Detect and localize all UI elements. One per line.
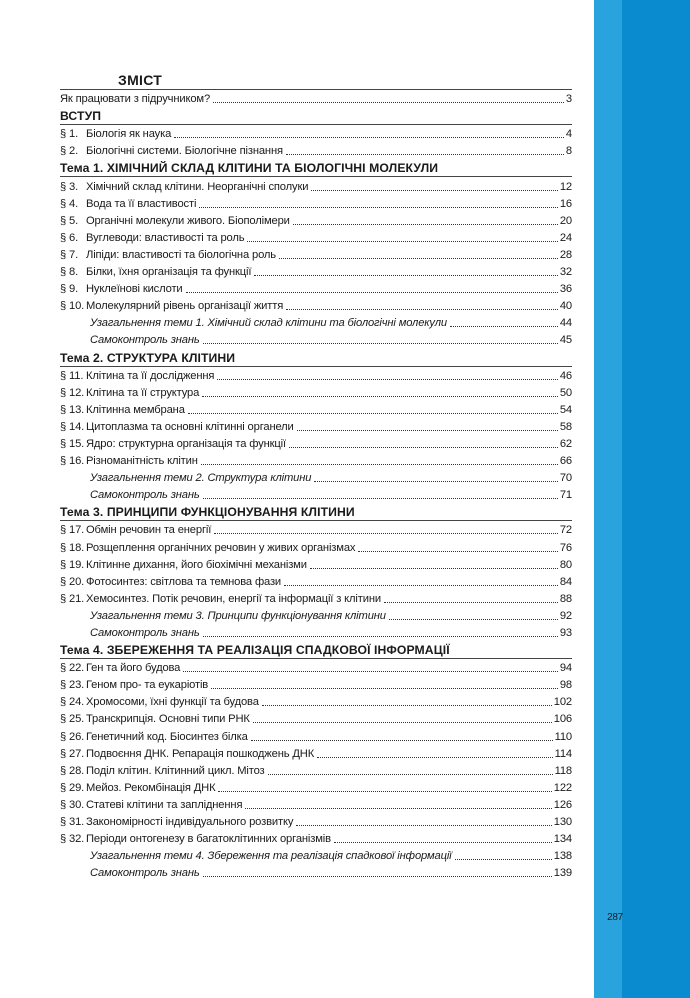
toc-leader-dots bbox=[174, 137, 564, 138]
toc-entry-number: § 26. bbox=[60, 730, 85, 743]
toc-entry[interactable] bbox=[60, 521, 572, 538]
toc-page-number: 71 bbox=[559, 489, 572, 502]
toc-entry-title bbox=[90, 315, 447, 331]
toc-leader-dots bbox=[202, 396, 558, 397]
toc-entry[interactable] bbox=[60, 229, 572, 246]
toc-leader-dots bbox=[203, 636, 558, 637]
toc-entry[interactable] bbox=[60, 573, 572, 590]
toc-page-number: 106 bbox=[553, 713, 572, 726]
toc-entry-text: Хімічний склад клітини. Неорганічні сполуки bbox=[86, 180, 309, 193]
toc-leader-dots bbox=[289, 447, 558, 448]
toc-page-number: 139 bbox=[553, 867, 572, 880]
toc-page-number: 134 bbox=[553, 833, 572, 846]
toc-entry-title bbox=[60, 660, 180, 676]
toc-entry-number: § 23. bbox=[60, 679, 85, 692]
toc-entry[interactable] bbox=[60, 177, 572, 194]
toc-entry-number: § 17. bbox=[60, 524, 85, 537]
toc-entry-title bbox=[60, 711, 250, 727]
toc-entry-title bbox=[60, 91, 210, 107]
toc-leader-dots bbox=[201, 464, 558, 465]
toc-entry-title bbox=[60, 780, 215, 796]
toc-entry-text: Фотосинтез: світлова та темнова фази bbox=[86, 575, 282, 588]
toc-entry-number: § 21. bbox=[60, 592, 85, 605]
toc-entry[interactable] bbox=[60, 280, 572, 297]
toc-entry-title bbox=[60, 298, 283, 314]
toc-entry[interactable] bbox=[60, 659, 572, 676]
toc-entry-text: Узагальнення теми 4. Збереження та реалізація спадкової інформації bbox=[90, 850, 452, 863]
toc-entry[interactable] bbox=[60, 195, 572, 212]
toc-leader-dots bbox=[279, 258, 558, 259]
toc-page-number: 130 bbox=[553, 816, 572, 829]
toc-entry-text: Узагальнення теми 3. Принципи функціонування клітини bbox=[90, 609, 386, 622]
page-number: 287 bbox=[607, 912, 623, 923]
toc-entry-text: Вода та її властивості bbox=[86, 197, 197, 210]
toc-entry-title bbox=[60, 264, 251, 280]
toc-entry-title bbox=[90, 848, 452, 864]
toc-entry-title bbox=[60, 281, 183, 297]
toc-leader-dots bbox=[286, 309, 558, 310]
toc-entry-text: Органічні молекули живого. Біополімери bbox=[86, 214, 290, 227]
toc-entry-number: § 11. bbox=[60, 369, 84, 382]
toc-entry-text: Закономірності індивідуального розвитку bbox=[86, 816, 294, 829]
toc-entry-text: Подвоєння ДНК. Репарація пошкоджень ДНК bbox=[86, 747, 315, 760]
toc-entry-text: Нуклеїнові кислоти bbox=[86, 283, 183, 296]
toc-entry-number: § 18. bbox=[60, 541, 85, 554]
toc-entry-text: Клітина та її структура bbox=[86, 386, 200, 399]
toc-entry-text: Цитоплазма та основні клітинні органели bbox=[86, 420, 294, 433]
toc-summary-entry[interactable] bbox=[60, 314, 572, 331]
toc-page-number: 118 bbox=[554, 764, 572, 777]
toc-leader-dots bbox=[296, 825, 552, 826]
toc-page-number: 94 bbox=[559, 662, 572, 675]
toc-entry[interactable] bbox=[60, 813, 572, 830]
toc-entry-title bbox=[60, 677, 208, 693]
toc-summary-entry[interactable] bbox=[60, 331, 572, 348]
toc-entry[interactable] bbox=[60, 676, 572, 693]
toc-page-number: 45 bbox=[559, 334, 572, 347]
toc-entry[interactable] bbox=[60, 745, 572, 762]
toc-leader-dots bbox=[247, 241, 557, 242]
toc-summary-entry[interactable] bbox=[60, 864, 572, 881]
toc-entry-number: § 1. bbox=[60, 128, 79, 141]
toc-entry[interactable] bbox=[60, 401, 572, 418]
toc-entry-number: § 19. bbox=[60, 558, 85, 571]
toc-entry-number: § 31. bbox=[60, 816, 85, 829]
toc-page-number: 44 bbox=[559, 317, 572, 330]
toc-entry-number: § 4. bbox=[60, 197, 79, 210]
toc-leader-dots bbox=[297, 430, 558, 431]
toc-title: ЗМІСТ bbox=[60, 71, 572, 90]
toc-leader-dots bbox=[211, 688, 558, 689]
toc-entry-text: Біологія як наука bbox=[86, 128, 172, 141]
toc-leader-dots bbox=[268, 774, 553, 775]
toc-page-number: 12 bbox=[559, 180, 572, 193]
toc-entry-text: Самоконтроль знань bbox=[90, 867, 200, 880]
toc-page-number: 76 bbox=[559, 541, 572, 554]
toc-entry-number: § 25. bbox=[60, 713, 85, 726]
toc-topic-heading[interactable] bbox=[60, 348, 572, 366]
toc-entry[interactable] bbox=[60, 796, 572, 813]
toc-entry[interactable] bbox=[60, 779, 572, 796]
toc-leader-dots bbox=[310, 568, 558, 569]
toc-entry-text: Хемосинтез. Потік речовин, енергії та інформації з клітини bbox=[86, 592, 381, 605]
toc-entry-title bbox=[60, 814, 293, 830]
toc-entry-title bbox=[60, 540, 355, 556]
toc-leader-dots bbox=[214, 533, 558, 534]
toc-entry-text: Обмін речовин та енергії bbox=[86, 524, 212, 537]
toc-page-number: 98 bbox=[559, 679, 572, 692]
toc-entry-title bbox=[90, 625, 200, 641]
toc-entry-text: Статеві клітини та запліднення bbox=[86, 798, 243, 811]
toc-leader-dots bbox=[262, 705, 552, 706]
toc-entry-title bbox=[60, 247, 276, 263]
toc-leader-dots bbox=[183, 671, 558, 672]
toc-entry-text: Молекулярний рівень організації життя bbox=[86, 300, 284, 313]
toc-entry-title bbox=[60, 126, 171, 142]
toc-entry-number: § 16. bbox=[60, 455, 85, 468]
toc-entry[interactable] bbox=[60, 710, 572, 727]
toc-leader-dots bbox=[450, 326, 558, 327]
toc-leader-dots bbox=[188, 413, 558, 414]
toc-leader-dots bbox=[314, 481, 558, 482]
toc-page-number: 62 bbox=[559, 437, 572, 450]
toc-leader-dots bbox=[217, 379, 558, 380]
toc-entry[interactable] bbox=[60, 384, 572, 401]
toc-entry-number: § 27. bbox=[60, 747, 85, 760]
toc-entry[interactable] bbox=[60, 538, 572, 555]
toc-leader-dots bbox=[213, 102, 564, 103]
toc-page-number: 36 bbox=[559, 283, 572, 296]
toc-page-number: 84 bbox=[559, 575, 572, 588]
toc-entry-title bbox=[60, 196, 196, 212]
toc-entry-text: Клітинна мембрана bbox=[86, 403, 185, 416]
toc-entry[interactable] bbox=[60, 212, 572, 229]
toc-entry[interactable] bbox=[60, 418, 572, 435]
toc-entry[interactable] bbox=[60, 452, 572, 469]
toc-page-number: 114 bbox=[554, 747, 572, 760]
toc-leader-dots bbox=[384, 602, 558, 603]
toc-page-number: 93 bbox=[559, 627, 572, 639]
toc-entry[interactable] bbox=[60, 297, 572, 314]
toc-page-number: 138 bbox=[553, 850, 572, 863]
toc-entry-title bbox=[60, 179, 308, 195]
toc-heading-text: Тема 3. ПРИНЦИПИ ФУНКЦІОНУВАННЯ КЛІТИНИ bbox=[60, 505, 355, 520]
toc-entry-text: Узагальнення теми 2. Структура клітини bbox=[90, 472, 312, 485]
toc-page-number: 110 bbox=[554, 730, 572, 743]
toc-page-number: 46 bbox=[559, 369, 572, 382]
toc-summary-entry[interactable] bbox=[60, 469, 572, 486]
toc-leader-dots bbox=[218, 791, 551, 792]
toc-entry-number: § 13. bbox=[60, 403, 85, 416]
toc-leader-dots bbox=[358, 551, 558, 552]
toc-entry[interactable] bbox=[60, 125, 572, 142]
toc-entry-title bbox=[90, 470, 311, 486]
toc-entry-text: Клітинне дихання, його біохімічні механізми bbox=[86, 558, 307, 571]
toc-entry-title bbox=[60, 694, 259, 710]
toc-leader-dots bbox=[203, 876, 552, 877]
toc-entry[interactable] bbox=[60, 556, 572, 573]
toc-entry[interactable] bbox=[60, 367, 572, 384]
toc-page-number: 3 bbox=[565, 93, 572, 106]
toc-heading-text: Тема 4. ЗБЕРЕЖЕННЯ ТА РЕАЛІЗАЦІЯ СПАДКОВОЇ ІНФОРМАЦІЇ bbox=[60, 643, 450, 658]
table-of-contents bbox=[60, 71, 572, 881]
toc-entry-text: Як працювати з підручником? bbox=[60, 93, 211, 106]
toc-entry-text: Самоконтроль знань bbox=[90, 334, 200, 347]
toc-entry-title bbox=[60, 574, 281, 590]
toc-entry-title bbox=[90, 332, 200, 348]
toc-entry-text: Клітина та її дослідження bbox=[86, 369, 215, 382]
toc-entry-title bbox=[60, 797, 242, 813]
toc-entry-number: § 6. bbox=[60, 231, 79, 244]
toc-leader-dots bbox=[311, 190, 558, 191]
toc-entry-title bbox=[60, 402, 185, 418]
toc-section-heading[interactable] bbox=[60, 107, 572, 125]
toc-entry-text: Генетичний код. Біосинтез білка bbox=[86, 730, 248, 743]
toc-entry-text: Поділ клітин. Клітинний цикл. Мітоз bbox=[86, 764, 265, 777]
toc-page-number: 16 bbox=[559, 197, 572, 210]
toc-entry-number: § 12. bbox=[60, 386, 85, 399]
toc-entry[interactable] bbox=[60, 263, 572, 280]
toc-entry-number: § 2. bbox=[60, 145, 79, 158]
toc-page-number: 40 bbox=[559, 300, 572, 313]
toc-leader-dots bbox=[284, 585, 558, 586]
toc-entry-text: Біологічні системи. Біологічне пізнання bbox=[86, 145, 283, 158]
toc-page-number: 50 bbox=[559, 386, 572, 399]
toc-entry[interactable] bbox=[60, 90, 572, 107]
toc-entry-number: § 20. bbox=[60, 575, 85, 588]
toc-entry-title bbox=[90, 608, 386, 624]
toc-summary-entry[interactable] bbox=[60, 607, 572, 624]
toc-entry-title bbox=[60, 368, 214, 384]
toc-entry-text: Самоконтроль знань bbox=[90, 489, 200, 502]
toc-entry-title bbox=[60, 522, 211, 538]
toc-page-number: 4 bbox=[565, 128, 572, 141]
toc-entry-text: Вуглеводи: властивості та роль bbox=[86, 231, 245, 244]
toc-topic-heading[interactable] bbox=[60, 503, 572, 521]
toc-leader-dots bbox=[455, 859, 552, 860]
toc-entry-title bbox=[60, 143, 283, 159]
toc-entry-text: Різноманітність клітин bbox=[86, 455, 198, 468]
toc-entry-number: § 22. bbox=[60, 662, 85, 675]
toc-page-number: 58 bbox=[559, 420, 572, 433]
toc-entry[interactable] bbox=[60, 246, 572, 263]
toc-page-number: 28 bbox=[559, 248, 572, 261]
toc-entry-title bbox=[60, 831, 331, 847]
toc-entry-number: § 32. bbox=[60, 833, 85, 846]
toc-leader-dots bbox=[254, 275, 558, 276]
toc-entry-number: § 10. bbox=[60, 300, 85, 313]
toc-entry-title bbox=[60, 213, 290, 229]
toc-page-number: 66 bbox=[559, 455, 572, 468]
toc-leader-dots bbox=[334, 842, 552, 843]
toc-leader-dots bbox=[389, 619, 558, 620]
margin-stripe-light bbox=[594, 0, 622, 998]
toc-entry-text: Ядро: структурна організація та функції bbox=[86, 437, 286, 450]
toc-entry-number: § 29. bbox=[60, 781, 85, 794]
toc-entry-title bbox=[60, 763, 265, 779]
toc-entry-number: § 24. bbox=[60, 696, 85, 709]
toc-entry-title bbox=[90, 865, 200, 881]
toc-summary-entry[interactable] bbox=[60, 847, 572, 864]
toc-page-number: 8 bbox=[565, 145, 572, 158]
toc-page-number: 72 bbox=[559, 524, 572, 537]
toc-entry-text: Самоконтроль знань bbox=[90, 627, 200, 639]
toc-entry[interactable] bbox=[60, 693, 572, 710]
toc-page-number: 24 bbox=[559, 231, 572, 244]
toc-leader-dots bbox=[203, 343, 558, 344]
toc-entry-text: Білки, їхня організація та функції bbox=[86, 266, 252, 279]
toc-entry[interactable] bbox=[60, 762, 572, 779]
toc-entry-title bbox=[60, 729, 248, 745]
margin-stripe-dark bbox=[622, 0, 690, 998]
toc-entry-text: Періоди онтогенезу в багатоклітинних організмів bbox=[86, 833, 331, 846]
toc-page-number: 54 bbox=[559, 403, 572, 416]
toc-summary-entry[interactable] bbox=[60, 486, 572, 503]
toc-page-number: 92 bbox=[559, 609, 572, 622]
toc-page-number: 70 bbox=[559, 472, 572, 485]
toc-page-number: 126 bbox=[553, 798, 572, 811]
toc-page-number: 80 bbox=[559, 558, 572, 571]
toc-entry-number: § 14. bbox=[60, 420, 85, 433]
toc-entry[interactable] bbox=[60, 435, 572, 452]
toc-topic-heading[interactable] bbox=[60, 641, 572, 659]
toc-entry-text: Узагальнення теми 1. Хімічний склад клітини та біологічні молекули bbox=[90, 317, 447, 330]
toc-entry-number: § 5. bbox=[60, 214, 79, 227]
toc-page-number: 102 bbox=[553, 696, 572, 709]
toc-heading-text: Тема 1. ХІМІЧНИЙ СКЛАД КЛІТИНИ ТА БІОЛОГІЧНІ МОЛЕКУЛИ bbox=[60, 161, 439, 176]
toc-entry-number: § 9. bbox=[60, 283, 79, 296]
toc-list bbox=[60, 90, 572, 881]
toc-entry-number: § 28. bbox=[60, 764, 85, 777]
toc-entry-number: § 30. bbox=[60, 798, 85, 811]
toc-entry-title bbox=[60, 230, 244, 246]
toc-leader-dots bbox=[186, 292, 558, 293]
toc-entry[interactable] bbox=[60, 590, 572, 607]
toc-entry[interactable] bbox=[60, 830, 572, 847]
toc-heading-text: Тема 2. СТРУКТУРА КЛІТИНИ bbox=[60, 350, 236, 365]
toc-entry-text: Мейоз. Рекомбінація ДНК bbox=[86, 781, 216, 794]
toc-leader-dots bbox=[293, 224, 558, 225]
toc-entry-title bbox=[60, 591, 381, 607]
toc-topic-heading[interactable] bbox=[60, 159, 572, 177]
toc-entry-number: § 7. bbox=[60, 248, 79, 261]
toc-leader-dots bbox=[317, 757, 553, 758]
toc-entry-text: Ліпіди: властивості та біологічна роль bbox=[86, 248, 276, 261]
toc-entry[interactable] bbox=[60, 142, 572, 159]
toc-entry-text: Хромосоми, їхні функції та будова bbox=[86, 696, 259, 709]
toc-leader-dots bbox=[286, 154, 564, 155]
toc-page-number: 122 bbox=[553, 781, 572, 794]
toc-entry-text: Розщеплення органічних речовин у живих організмах bbox=[86, 541, 356, 554]
toc-entry-number: § 8. bbox=[60, 266, 79, 279]
toc-page-number: 88 bbox=[559, 592, 572, 605]
toc-page-number: 32 bbox=[559, 266, 572, 279]
toc-leader-dots bbox=[253, 722, 552, 723]
toc-leader-dots bbox=[245, 808, 551, 809]
toc-page-number: 20 bbox=[559, 214, 572, 227]
toc-entry-text: Геном про- та еукаріотів bbox=[86, 679, 209, 692]
toc-leader-dots bbox=[251, 740, 553, 741]
toc-leader-dots bbox=[203, 498, 558, 499]
toc-entry-title bbox=[90, 487, 200, 503]
toc-heading-text: ВСТУП bbox=[60, 109, 102, 124]
toc-entry-title bbox=[60, 557, 307, 573]
toc-entry-title bbox=[60, 419, 294, 435]
toc-entry-text: Транскрипція. Основні типи РНК bbox=[86, 713, 250, 726]
toc-entry-text: Ген та його будова bbox=[86, 662, 181, 675]
toc-entry[interactable] bbox=[60, 727, 572, 744]
toc-entry-number: § 3. bbox=[60, 180, 79, 193]
toc-entry-title bbox=[60, 385, 199, 401]
toc-entry-title bbox=[60, 746, 314, 762]
toc-entry-title bbox=[60, 453, 198, 469]
toc-entry-title bbox=[60, 436, 286, 452]
toc-summary-entry[interactable] bbox=[60, 624, 572, 641]
toc-leader-dots bbox=[199, 207, 558, 208]
toc-entry-number: § 15. bbox=[60, 437, 85, 450]
